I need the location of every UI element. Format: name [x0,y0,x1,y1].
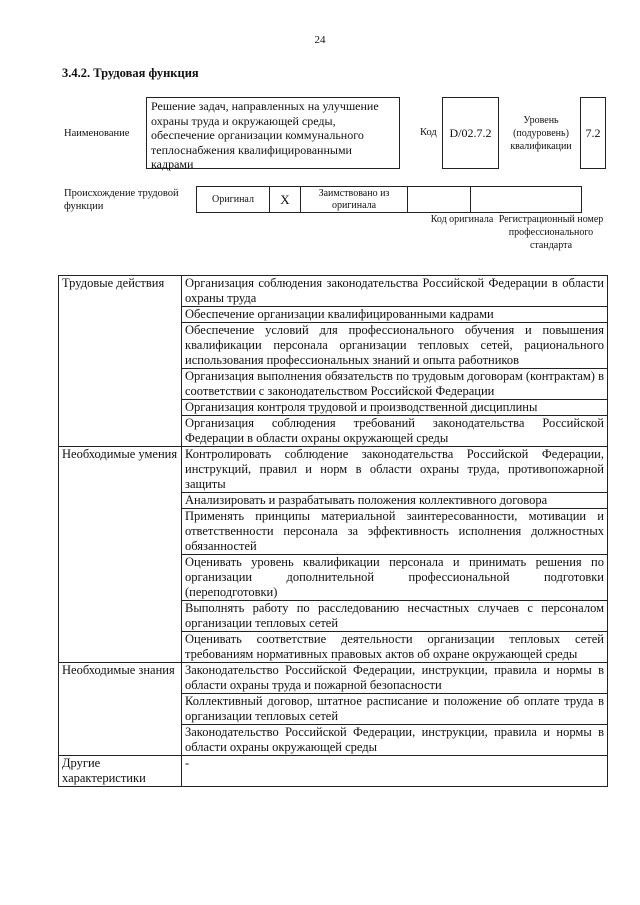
table-row [59,447,608,493]
labor-action-item: Организация контроля трудовой и производственной дисциплины [182,400,608,416]
skills-label: Необходимые умения [59,447,182,663]
skill-item: Оценивать уровень квалификации персонала и принимать решения по организации дополнительной профессиональной подготовки (переподготовки) [182,555,608,601]
original-mark: X [270,187,301,213]
origin-table [196,186,582,213]
labor-action-item: Обеспечение условий для профессионального обучения и повышения квалификации персонала организации тепловых сетей, рационального использования профессиональных знаний и опыта работников [182,323,608,369]
table-row [59,276,608,307]
skill-item: Контролировать соблюдение законодательства Российской Федерации, инструкций, правил и норм в области охраны труда, противопожарной защиты [182,447,608,493]
table-row [59,756,608,787]
labor-actions-label: Трудовые действия [59,276,182,447]
function-code: D/02.7.2 [442,97,499,169]
section-title: 3.4.2. Трудовая функция [62,66,199,80]
name-label: Наименование [64,128,130,139]
skill-item: Оценивать соответствие деятельности организации тепловых сетей требованиям нормативных правовых актов об охране окружающей среды [182,632,608,663]
labor-action-item: Организация выполнения обязательств по трудовым договорам (контрактам) в соответствии с законодательством Российской Федерации [182,369,608,400]
knowledge-item: Коллективный договор, штатное расписание и положение об оплате труда в организации тепловых сетей [182,694,608,725]
labor-action-item: Организация соблюдения законодательства Российской Федерации в области охраны труда [182,276,608,307]
knowledge-label: Необходимые знания [59,663,182,756]
skill-item: Выполнять работу по расследованию несчастных случаев с персоналом организации тепловых сетей [182,601,608,632]
origin-label: Происхождение трудовой функции [64,188,179,212]
skill-item: Анализировать и разрабатывать положения коллективного договора [182,493,608,509]
function-name: Решение задач, направленных на улучшение охраны труда и окружающей среды, обеспечение организации коммунального теплоснабжения квалифицированными кадрами [146,97,400,169]
code-original-cell [408,187,471,213]
labor-action-item: Организация соблюдения требований законодательства Российской Федерации в области охраны окружающей среды [182,416,608,447]
other-characteristics-value: - [182,756,608,787]
page-number: 24 [314,34,326,46]
code-label: Код [420,127,437,138]
knowledge-item: Законодательство Российской Федерации, инструкции, правила и нормы в области охраны труда и пожарной безопасности [182,663,608,694]
qualification-level: 7.2 [580,97,606,169]
code-original-caption: Код оригинала [430,214,494,225]
knowledge-item: Законодательство Российской Федерации, инструкции, правила и нормы в области охраны окружающей среды [182,725,608,756]
reg-number-cell [471,187,582,213]
function-details-table [58,275,608,787]
skill-item: Применять принципы материальной заинтересованности, мотивации и ответственности персонала за эффективность исполнения должностных обязанностей [182,509,608,555]
other-characteristics-label: Другие характеристики [59,756,182,787]
reg-number-caption: Регистрационный номер профессионального стандарта [498,214,604,251]
qualification-level-label: Уровень (подуровень) квалификации [510,115,572,152]
table-row [59,663,608,694]
borrowed-label: Заимствовано из оригинала [301,187,408,213]
original-label: Оригинал [197,187,270,213]
labor-action-item: Обеспечение организации квалифицированными кадрами [182,307,608,323]
